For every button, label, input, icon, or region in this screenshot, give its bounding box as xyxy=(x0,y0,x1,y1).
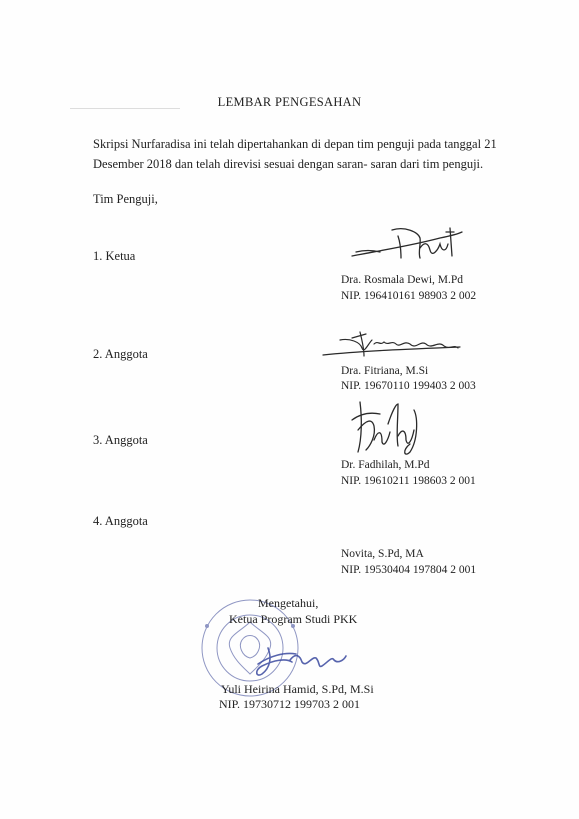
page-title: LEMBAR PENGESAHAN xyxy=(217,95,362,109)
examiner-2-name: Dra. Fitriana, M.Si xyxy=(341,365,429,377)
approval-nip: NIP. 19730712 199703 2 001 xyxy=(219,697,361,711)
examiner-2-nip: NIP. 19670110 199403 2 003 xyxy=(341,380,476,392)
approval-known: Mengetahui, xyxy=(258,596,319,610)
examiner-4-nip: NIP. 19530404 197804 2 001 xyxy=(341,564,477,576)
examiner-1-name: Dra. Rosmala Dewi, M.Pd xyxy=(341,274,464,286)
signature-approver xyxy=(257,648,346,675)
paragraph-line-1: Skripsi Nurfaradisa ini telah dipertahankan di depan tim penguji pada tanggal 21 xyxy=(93,137,497,151)
signature-examiner-1 xyxy=(352,228,462,258)
examiner-3-nip: NIP. 19610211 198603 2 001 xyxy=(341,475,476,487)
paragraph-line-2: Desember 2018 dan telah direvisi sesuai dengan saran- saran dari tim penguji. xyxy=(93,157,484,171)
team-label: Tim Penguji, xyxy=(93,192,158,206)
signature-examiner-3 xyxy=(352,402,417,454)
examiner-3-name: Dr. Fadhilah, M.Pd xyxy=(341,459,430,471)
examiner-3-role: 3. Anggota xyxy=(93,433,148,447)
approval-position: Ketua Program Studi PKK xyxy=(229,612,358,626)
examiner-2-role: 2. Anggota xyxy=(93,347,148,361)
approval-name: Yuli Heirina Hamid, S.Pd, M.Si xyxy=(221,682,374,696)
examiner-1-nip: NIP. 196410161 98903 2 002 xyxy=(341,290,477,302)
examiner-4-name: Novita, S.Pd, MA xyxy=(341,548,424,560)
signature-examiner-2 xyxy=(323,332,460,356)
examiner-1-role: 1. Ketua xyxy=(93,249,136,263)
examiner-4-role: 4. Anggota xyxy=(93,514,148,528)
